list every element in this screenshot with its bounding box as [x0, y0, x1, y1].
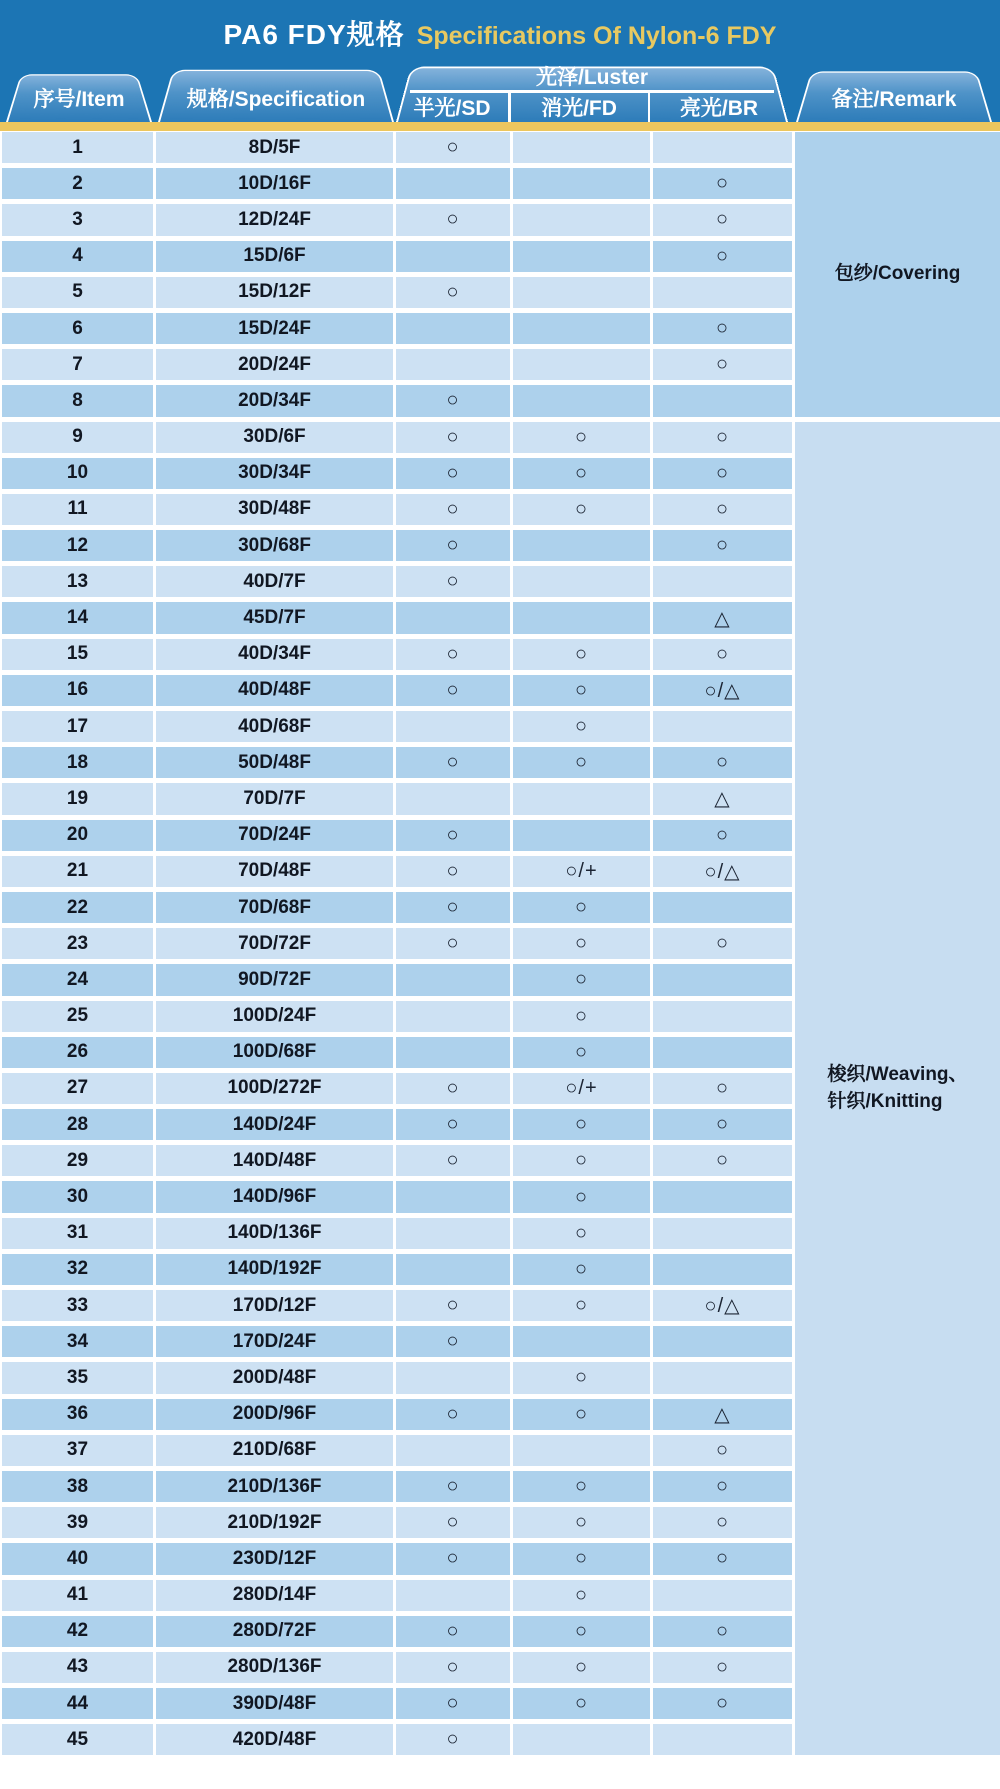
sd-cell: ○: [396, 820, 510, 851]
spec-cell: 15D/6F: [156, 241, 393, 272]
sd-cell: ○: [396, 1688, 510, 1719]
spec-cell: 70D/7F: [156, 783, 393, 814]
table-body: [2, 132, 1000, 1755]
item-cell: 8: [2, 385, 153, 416]
page-title-cn: PA6 FDY规格: [223, 19, 405, 50]
item-cell: 13: [2, 566, 153, 597]
spec-cell: 15D/12F: [156, 277, 393, 308]
fd-cell: ○: [513, 1362, 650, 1393]
spec-cell: 30D/6F: [156, 422, 393, 453]
column-header-remark-label: 备注/Remark: [831, 88, 957, 111]
br-cell: [653, 1218, 792, 1249]
sd-cell: ○: [396, 1616, 510, 1647]
item-cell: 29: [2, 1145, 153, 1176]
br-cell: [653, 1254, 792, 1285]
spec-cell: 140D/24F: [156, 1109, 393, 1140]
fd-cell: [513, 349, 650, 380]
item-cell: 21: [2, 856, 153, 887]
item-cell: 2: [2, 168, 153, 199]
fd-cell: ○: [513, 639, 650, 670]
br-cell: ○: [653, 1145, 792, 1176]
spec-cell: 170D/12F: [156, 1290, 393, 1321]
sd-cell: ○: [396, 639, 510, 670]
luster-subcolumns: [396, 92, 788, 122]
item-cell: 44: [2, 1688, 153, 1719]
br-cell: ○: [653, 530, 792, 561]
column-header-luster-label: 光泽/Luster: [535, 66, 648, 89]
column-header-spec: [158, 56, 394, 122]
sd-cell: ○: [396, 1507, 510, 1538]
fd-cell: ○: [513, 1218, 650, 1249]
item-cell: 32: [2, 1254, 153, 1285]
item-cell: 17: [2, 711, 153, 742]
item-cell: 9: [2, 422, 153, 453]
sd-cell: [396, 1218, 510, 1249]
sd-cell: ○: [396, 530, 510, 561]
page-title: [0, 13, 1000, 53]
fd-cell: ○: [513, 1109, 650, 1140]
yellow-divider: [0, 122, 1000, 131]
sd-cell: ○: [396, 928, 510, 959]
spec-cell: 90D/72F: [156, 964, 393, 995]
br-cell: [653, 964, 792, 995]
spec-cell: 20D/34F: [156, 385, 393, 416]
item-cell: 1: [2, 132, 153, 163]
br-cell: ○: [653, 1435, 792, 1466]
fd-cell: [513, 168, 650, 199]
fd-cell: ○: [513, 1254, 650, 1285]
spec-cell: 12D/24F: [156, 204, 393, 235]
spec-cell: 210D/192F: [156, 1507, 393, 1538]
fd-cell: ○/+: [513, 856, 650, 887]
sd-cell: ○: [396, 1652, 510, 1683]
item-cell: 35: [2, 1362, 153, 1393]
item-cell: 22: [2, 892, 153, 923]
spec-cell: 10D/16F: [156, 168, 393, 199]
br-cell: [653, 277, 792, 308]
item-cell: 43: [2, 1652, 153, 1683]
sd-cell: [396, 1254, 510, 1285]
column-header-item-label: 序号/Item: [33, 88, 125, 111]
column-header-sd: 半光/SD: [413, 97, 491, 120]
item-cell: 28: [2, 1109, 153, 1140]
br-cell: △: [653, 783, 792, 814]
spec-cell: 8D/5F: [156, 132, 393, 163]
fd-cell: [513, 530, 650, 561]
br-cell: ○: [653, 1543, 792, 1574]
br-cell: ○: [653, 1616, 792, 1647]
spec-cell: 40D/7F: [156, 566, 393, 597]
spec-cell: 40D/48F: [156, 675, 393, 706]
br-cell: [653, 566, 792, 597]
item-cell: 33: [2, 1290, 153, 1321]
fd-cell: ○: [513, 422, 650, 453]
br-cell: ○: [653, 204, 792, 235]
spec-cell: 50D/48F: [156, 747, 393, 778]
fd-cell: ○: [513, 1543, 650, 1574]
item-cell: 10: [2, 458, 153, 489]
sd-cell: [396, 964, 510, 995]
fd-cell: ○: [513, 1001, 650, 1032]
item-cell: 19: [2, 783, 153, 814]
fd-cell: [513, 277, 650, 308]
sd-cell: ○: [396, 277, 510, 308]
spec-cell: 40D/34F: [156, 639, 393, 670]
item-cell: 6: [2, 313, 153, 344]
spec-cell: 20D/24F: [156, 349, 393, 380]
br-cell: ○: [653, 928, 792, 959]
fd-cell: ○: [513, 747, 650, 778]
spec-cell: 100D/68F: [156, 1037, 393, 1068]
spec-cell: 170D/24F: [156, 1326, 393, 1357]
br-cell: [653, 1181, 792, 1212]
fd-cell: ○: [513, 964, 650, 995]
column-header-item: [6, 56, 152, 122]
item-cell: 27: [2, 1073, 153, 1104]
sd-cell: ○: [396, 1326, 510, 1357]
spec-cell: 15D/24F: [156, 313, 393, 344]
item-cell: 15: [2, 639, 153, 670]
spec-cell: 230D/12F: [156, 1543, 393, 1574]
item-cell: 16: [2, 675, 153, 706]
sd-cell: ○: [396, 422, 510, 453]
item-cell: 23: [2, 928, 153, 959]
fd-cell: ○/+: [513, 1073, 650, 1104]
br-cell: ○: [653, 494, 792, 525]
remark-weaving-knitting-cell: 梭织/Weaving、 针织/Knitting: [795, 422, 1000, 1756]
fd-cell: [513, 385, 650, 416]
sd-cell: [396, 1435, 510, 1466]
sd-cell: ○: [396, 385, 510, 416]
br-cell: ○: [653, 1652, 792, 1683]
fd-cell: ○: [513, 675, 650, 706]
spec-cell: 280D/14F: [156, 1580, 393, 1611]
sd-cell: [396, 711, 510, 742]
fd-cell: ○: [513, 711, 650, 742]
spec-cell: 70D/68F: [156, 892, 393, 923]
spec-cell: 100D/24F: [156, 1001, 393, 1032]
fd-cell: ○: [513, 1037, 650, 1068]
item-cell: 39: [2, 1507, 153, 1538]
br-cell: ○: [653, 241, 792, 272]
sd-cell: ○: [396, 1290, 510, 1321]
fd-cell: ○: [513, 1507, 650, 1538]
sd-cell: ○: [396, 494, 510, 525]
spec-cell: 280D/136F: [156, 1652, 393, 1683]
sd-cell: [396, 783, 510, 814]
sd-cell: [396, 1037, 510, 1068]
sd-cell: [396, 349, 510, 380]
fd-cell: ○: [513, 1652, 650, 1683]
page-header: [0, 0, 1000, 122]
sd-cell: ○: [396, 1073, 510, 1104]
br-cell: ○/△: [653, 856, 792, 887]
item-cell: 45: [2, 1724, 153, 1755]
spec-cell: 280D/72F: [156, 1616, 393, 1647]
item-cell: 18: [2, 747, 153, 778]
fd-cell: [513, 313, 650, 344]
sd-cell: ○: [396, 1724, 510, 1755]
spec-cell: 140D/96F: [156, 1181, 393, 1212]
spec-cell: 200D/48F: [156, 1362, 393, 1393]
spec-cell: 420D/48F: [156, 1724, 393, 1755]
spec-cell: 70D/48F: [156, 856, 393, 887]
fd-cell: [513, 1326, 650, 1357]
item-cell: 7: [2, 349, 153, 380]
sd-cell: [396, 602, 510, 633]
item-cell: 42: [2, 1616, 153, 1647]
br-cell: ○: [653, 168, 792, 199]
fd-cell: ○: [513, 1145, 650, 1176]
item-cell: 30: [2, 1181, 153, 1212]
sd-cell: ○: [396, 132, 510, 163]
br-cell: ○/△: [653, 1290, 792, 1321]
item-cell: 3: [2, 204, 153, 235]
spec-cell: 140D/192F: [156, 1254, 393, 1285]
spec-cell: 45D/7F: [156, 602, 393, 633]
fd-cell: ○: [513, 1688, 650, 1719]
br-cell: △: [653, 602, 792, 633]
fd-cell: [513, 241, 650, 272]
fd-cell: [513, 1724, 650, 1755]
fd-cell: ○: [513, 928, 650, 959]
sd-cell: [396, 241, 510, 272]
fd-cell: [513, 204, 650, 235]
fd-cell: ○: [513, 1399, 650, 1430]
spec-cell: 30D/48F: [156, 494, 393, 525]
br-cell: ○: [653, 820, 792, 851]
item-cell: 14: [2, 602, 153, 633]
sd-cell: [396, 168, 510, 199]
item-cell: 36: [2, 1399, 153, 1430]
br-cell: [653, 1037, 792, 1068]
br-cell: ○: [653, 422, 792, 453]
br-cell: ○: [653, 1688, 792, 1719]
spec-cell: 140D/48F: [156, 1145, 393, 1176]
br-cell: ○: [653, 313, 792, 344]
spec-cell: 100D/272F: [156, 1073, 393, 1104]
sd-cell: [396, 1362, 510, 1393]
spec-cell: 70D/24F: [156, 820, 393, 851]
item-cell: 34: [2, 1326, 153, 1357]
br-cell: [653, 385, 792, 416]
br-cell: [653, 1580, 792, 1611]
spec-cell: 70D/72F: [156, 928, 393, 959]
item-cell: 37: [2, 1435, 153, 1466]
br-cell: [653, 1362, 792, 1393]
item-cell: 26: [2, 1037, 153, 1068]
fd-cell: ○: [513, 1290, 650, 1321]
sd-cell: [396, 1580, 510, 1611]
br-cell: [653, 1001, 792, 1032]
spec-cell: 140D/136F: [156, 1218, 393, 1249]
br-cell: [653, 892, 792, 923]
spec-cell: 210D/68F: [156, 1435, 393, 1466]
br-cell: ○: [653, 1109, 792, 1140]
br-cell: ○: [653, 458, 792, 489]
spec-cell: 210D/136F: [156, 1471, 393, 1502]
spec-cell: 200D/96F: [156, 1399, 393, 1430]
br-cell: △: [653, 1399, 792, 1430]
sd-cell: ○: [396, 566, 510, 597]
column-header-remark: [796, 56, 992, 122]
item-cell: 20: [2, 820, 153, 851]
br-cell: ○: [653, 1507, 792, 1538]
br-cell: [653, 711, 792, 742]
fd-cell: [513, 783, 650, 814]
fd-cell: [513, 602, 650, 633]
item-cell: 40: [2, 1543, 153, 1574]
spec-cell: 390D/48F: [156, 1688, 393, 1719]
sd-cell: [396, 313, 510, 344]
sd-cell: ○: [396, 1543, 510, 1574]
sd-cell: ○: [396, 458, 510, 489]
fd-cell: ○: [513, 892, 650, 923]
sd-cell: [396, 1181, 510, 1212]
spec-cell: 30D/68F: [156, 530, 393, 561]
sd-cell: ○: [396, 1399, 510, 1430]
item-cell: 38: [2, 1471, 153, 1502]
br-cell: [653, 132, 792, 163]
br-cell: ○: [653, 639, 792, 670]
item-cell: 5: [2, 277, 153, 308]
item-cell: 41: [2, 1580, 153, 1611]
br-cell: ○: [653, 1073, 792, 1104]
item-cell: 31: [2, 1218, 153, 1249]
sd-cell: ○: [396, 747, 510, 778]
fd-cell: ○: [513, 1181, 650, 1212]
br-cell: [653, 1326, 792, 1357]
br-cell: ○/△: [653, 675, 792, 706]
fd-cell: ○: [513, 1471, 650, 1502]
sd-cell: ○: [396, 892, 510, 923]
remark-covering-cell: 包纱/Covering: [795, 132, 1000, 417]
fd-cell: ○: [513, 1580, 650, 1611]
fd-cell: [513, 820, 650, 851]
item-cell: 12: [2, 530, 153, 561]
column-header-spec-label: 规格/Specification: [186, 88, 366, 111]
column-header-luster: [396, 56, 788, 122]
column-header-fd: 消光/FD: [541, 97, 617, 120]
br-cell: ○: [653, 747, 792, 778]
item-cell: 4: [2, 241, 153, 272]
br-cell: [653, 1724, 792, 1755]
item-cell: 25: [2, 1001, 153, 1032]
sd-cell: ○: [396, 204, 510, 235]
page-title-en: Specifications Of Nylon-6 FDY: [416, 22, 777, 50]
br-cell: ○: [653, 349, 792, 380]
fd-cell: [513, 566, 650, 597]
br-cell: ○: [653, 1471, 792, 1502]
fd-cell: ○: [513, 458, 650, 489]
fd-cell: ○: [513, 494, 650, 525]
fd-cell: [513, 132, 650, 163]
item-cell: 24: [2, 964, 153, 995]
fd-cell: ○: [513, 1616, 650, 1647]
column-header-br: 亮光/BR: [679, 97, 759, 120]
sd-cell: ○: [396, 856, 510, 887]
sd-cell: ○: [396, 1145, 510, 1176]
sd-cell: [396, 1001, 510, 1032]
spec-cell: 40D/68F: [156, 711, 393, 742]
item-cell: 11: [2, 494, 153, 525]
spec-cell: 30D/34F: [156, 458, 393, 489]
fd-cell: [513, 1435, 650, 1466]
sd-cell: ○: [396, 675, 510, 706]
sd-cell: ○: [396, 1471, 510, 1502]
sd-cell: ○: [396, 1109, 510, 1140]
